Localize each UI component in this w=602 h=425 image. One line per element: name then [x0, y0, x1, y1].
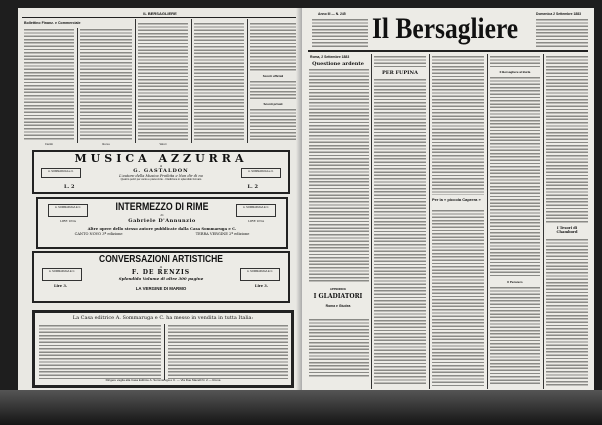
article-text: [546, 55, 588, 223]
column-heading: Sconti ufficiali: [262, 74, 284, 78]
article-text: [490, 286, 540, 386]
catalogue-footer: Dirigere vaglia alla Casa Editrice A. Sommaruga e C. — Via Due Macelli N. 2 — Roma: [105, 378, 221, 383]
subscription-info: [312, 18, 368, 48]
headline: Questione ardente: [312, 61, 364, 67]
catalogue-box: [32, 310, 294, 388]
ad-author: F. DE RENZIS: [131, 269, 191, 277]
catalogue-heading: La Casa editrice A. Sommaruga e C. ha messo in vendita in tutta Italia:: [72, 315, 254, 321]
financial-column: [138, 22, 188, 140]
financial-column: [250, 22, 296, 72]
ad-title: CONVERSAZIONI ARTISTICHE: [99, 254, 223, 265]
ad-price: L. 2: [64, 184, 75, 190]
article-text: [374, 55, 426, 67]
headline: PER FUPINA: [382, 70, 418, 76]
ad-price: LIRE UNA: [60, 219, 76, 223]
ad-conversazioni-artistiche: [32, 251, 290, 303]
ad-other-work: LA VERGINE DI MARMO: [135, 286, 187, 292]
book-title: CANTO NOVO 3ª edizione: [74, 232, 123, 237]
catalogue-list: [39, 324, 161, 380]
publisher-box: A. SOMMARUGA E C.: [42, 268, 82, 281]
financial-column: [80, 28, 132, 140]
publication-info: [536, 18, 588, 48]
article-text: [309, 318, 369, 378]
book-title: TERRA VERGINE 2ª edizione: [195, 232, 250, 237]
financial-column: [24, 28, 74, 140]
column-heading: Cambi: [45, 143, 53, 146]
publisher-box: A. SOMMARUGA E C.: [240, 268, 280, 281]
running-head: IL BERSAGLIERE: [143, 11, 177, 16]
scan-edge: [0, 390, 602, 425]
ad-price: LIRE UNA: [248, 219, 264, 223]
article-text: [490, 76, 540, 276]
ad-subtitle: L'autore della Musica Proibita e Non dir di no: [119, 174, 203, 178]
issue-number: Anno III — N. 245: [318, 12, 346, 16]
publisher-box: A. SOMMARUGA E C.: [48, 204, 88, 217]
ad-title: INTERMEZZO DI RIME: [115, 201, 209, 213]
publisher-box: A. SOMMARUGA e C.: [241, 168, 281, 178]
catalogue-list: [168, 324, 288, 380]
column-heading: Sconti privati: [263, 102, 283, 106]
article-text: [546, 238, 588, 386]
ad-price: L. 2: [247, 184, 258, 190]
ad-by: di: [159, 165, 163, 168]
ad-author: G. GASTALDON: [133, 168, 189, 174]
column-heading: Valori: [159, 143, 167, 146]
ad-intermezzo-di-rime: [36, 197, 288, 249]
appendix-label: APPENDICE: [329, 287, 347, 291]
publisher-box: A. SOMMARUGA E C.: [236, 204, 276, 217]
ad-price: Lire 3.: [254, 284, 268, 288]
issue-date: Domenica 2 Settembre 1883: [536, 12, 582, 16]
article-text: [432, 209, 484, 386]
dateline: Roma, 2 Settembre 1883: [310, 55, 350, 59]
section-title: Bollettino Finanz. e Commerciale: [24, 21, 81, 25]
ad-title: MUSICA AZZURRA: [74, 152, 248, 165]
article-text: [490, 55, 540, 67]
headline: Il Bersagliere al Burla: [499, 70, 531, 74]
column-heading: Borsa: [102, 143, 110, 146]
masthead: Il Bersagliere: [372, 12, 519, 45]
ad-price: Lire 3.: [54, 284, 68, 288]
financial-column: [194, 22, 244, 140]
serial-title: I GLADIATORI: [313, 293, 363, 300]
article-text: [374, 78, 426, 386]
ad-by: di: [160, 213, 164, 217]
article-text: [432, 55, 484, 195]
left-page: [18, 8, 302, 408]
ad-note: Quattro pezzi per canto e piano-forte - II Edizione in splendido formato: [120, 178, 202, 182]
right-page: [302, 8, 594, 413]
ad-musica-azzurra: [32, 150, 290, 194]
ad-other-works: Altre opere dello stesso autore pubblicate dalla Casa Sommaruga e C.: [87, 225, 237, 231]
headline: Per la « piccola Caprera »: [432, 197, 481, 202]
ad-subtitle: Splendido Volume di oltre 300 pagine: [118, 276, 204, 282]
article-text: [309, 68, 369, 283]
publisher-box: A. SOMMARUGA e C.: [41, 168, 81, 178]
headline: I Tesori di Chambord: [556, 226, 578, 235]
serial-subtitle: Roma e Giudea: [325, 304, 351, 308]
ad-by: di: [159, 266, 163, 269]
headline: Il Pensiero: [507, 280, 523, 284]
ad-author: Gabriele D'Annunzio: [128, 217, 196, 224]
